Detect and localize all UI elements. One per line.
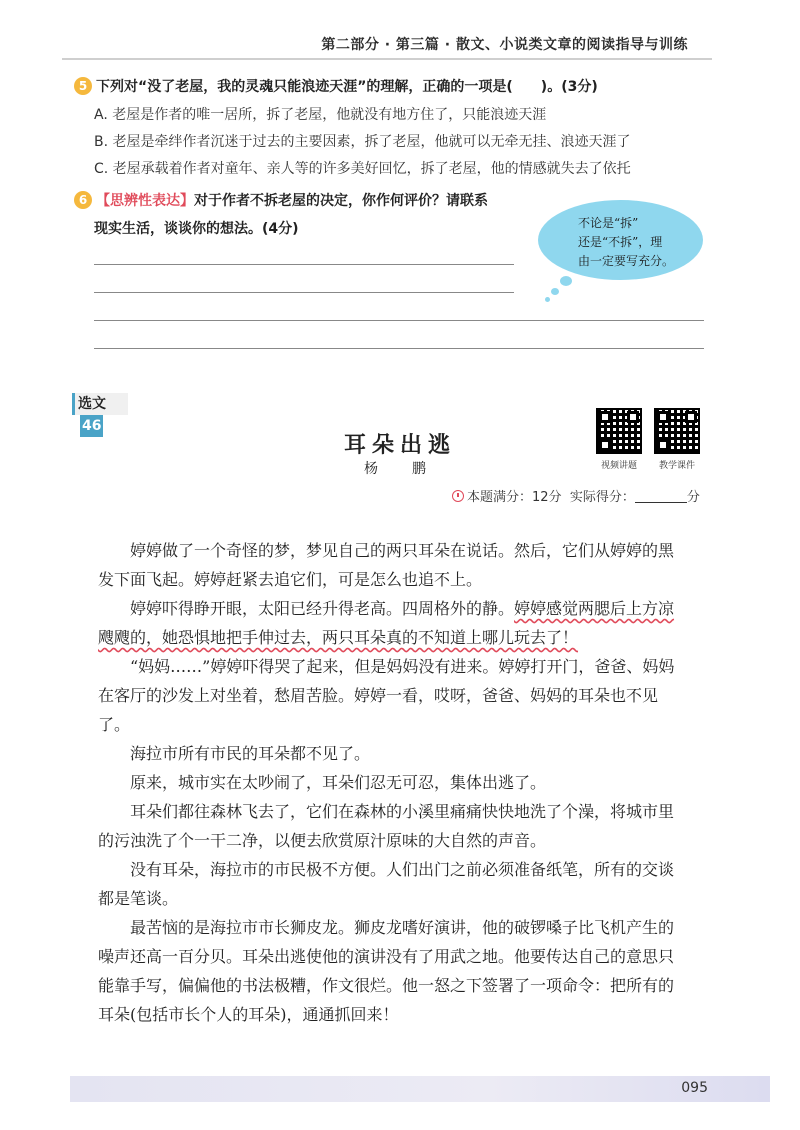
article-title: 耳朵出逃 [343,432,456,458]
question-5 [74,76,598,98]
hint-line: 还是“不拆”，理 [578,235,663,249]
option-a[interactable]: A. 老屋是作者的唯一居所，拆了老屋，他就没有地方住了，只能浪迹天涯 [94,107,547,123]
footer-bar [70,1076,770,1102]
qr-corner [599,439,611,451]
section-header: 第二部分 · 第三篇 · 散文、小说类文章的阅读指导与训练 [321,37,688,53]
qr-code-video[interactable] [596,408,642,454]
question-6-line2-wrap [94,218,299,240]
question-tag: 【思辨性表达】 [96,193,194,209]
bubble-dot [560,276,572,286]
answer-line[interactable] [94,292,514,293]
bubble-dot [545,297,550,302]
paragraph: 没有耳朵，海拉市的市民极不方便。人们出门之前必须准备纸笔，所有的交谈都是笔谈。 [98,860,675,908]
underlined-sentence: 婷婷感觉两腮后上方凉飕飕的，她恐惧地把手伸过去，两只耳朵真的不知道上哪儿玩去了！ [98,599,675,647]
question-number-badge: 6 [74,191,92,209]
qr-label-video: 视频讲题 [600,461,637,471]
selection-label: 选文 [78,396,106,412]
paragraph-text: 婷婷吓得睁开眼，太阳已经升得老高。四周格外的静。 [130,599,515,618]
answer-line[interactable] [94,264,514,265]
score-actual-label: 实际得分： [569,490,635,505]
article-body [98,536,688,1029]
qr-code-courseware[interactable] [654,408,700,454]
option-b[interactable]: B. 老屋是牵绊作者沉迷于过去的主要因素，拆了老屋，他就可以无牵无挂、浪迹天涯了 [94,134,631,150]
paragraph: 海拉市所有市民的耳朵都不见了。 [130,744,371,763]
answer-line[interactable] [94,320,704,321]
score-full: 本题满分：12分 [467,490,562,505]
hint-line: 由一定要写充分。 [578,254,675,268]
paragraph: 婷婷做了一个奇怪的梦，梦见自己的两只耳朵在说话。然后，它们从婷婷的黑发下面飞起。婷婷赶紧去追它们，可是怎么也追不上。 [98,541,675,589]
paragraph: “妈妈……”婷婷吓得哭了起来，但是妈妈没有进来。婷婷打开门，爸爸、妈妈在客厅的沙发上对坐着，愁眉苦脸。婷婷一看，哎呀，爸爸、妈妈的耳朵也不见了。 [98,657,675,734]
bubble-dot [551,288,559,295]
hint-bubble [538,200,703,280]
question-6 [74,190,488,212]
paragraph: 耳朵们都往森林飞去了，它们在森林的小溪里痛痛快快地洗了个澡，将城市里的污浊洗了个一干二净，以便去欣赏原汁原味的大自然的声音。 [98,802,675,850]
qr-corner [657,411,669,423]
hint-line: 不论是“拆” [578,216,639,230]
question-5-stem: 下列对“没了老屋，我的灵魂只能浪迹天涯”的理解，正确的一项是( )。(3分) [96,79,598,95]
paragraph: 原来，城市实在太吵闹了，耳朵们忍无可忍，集体出逃了。 [130,773,547,792]
qr-corner [599,411,611,423]
selection-badge [72,393,128,434]
question-number-badge: 5 [74,77,92,95]
clock-icon [452,490,464,502]
score-unit: 分 [686,490,700,505]
qr-corner [657,439,669,451]
paragraph: 最苦恼的是海拉市市长狮皮龙。狮皮龙嗜好演讲，他的破锣嗓子比飞机产生的噪声还高一百分贝。耳朵出逃使他的演讲没有了用武之地。他要传达自己的意思只能靠手写，偏偏他的书法极糟，作文很烂。他一怒之下签署了一项命令：把所有的耳朵(包括市长个人的耳朵)，通通抓回来！ [98,918,675,1024]
header-divider [62,58,712,60]
selection-number: 46 [80,415,103,437]
paragraph [98,594,688,652]
score-line [452,486,700,505]
qr-corner [627,411,639,423]
article-author: 杨 鹏 [364,461,436,477]
page-number: 095 [681,1080,708,1096]
question-6-line2: 现实生活，谈谈你的想法。(4分) [94,221,299,237]
qr-label-courseware: 教学课件 [658,461,695,471]
question-6-line1: 对于作者不拆老屋的决定，你作何评价？请联系 [194,193,488,209]
qr-corner [685,411,697,423]
score-blank[interactable] [635,489,687,503]
option-c[interactable]: C. 老屋承载着作者对童年、亲人等的许多美好回忆，拆了老屋，他的情感就失去了依托 [94,161,631,177]
answer-line[interactable] [94,348,704,349]
